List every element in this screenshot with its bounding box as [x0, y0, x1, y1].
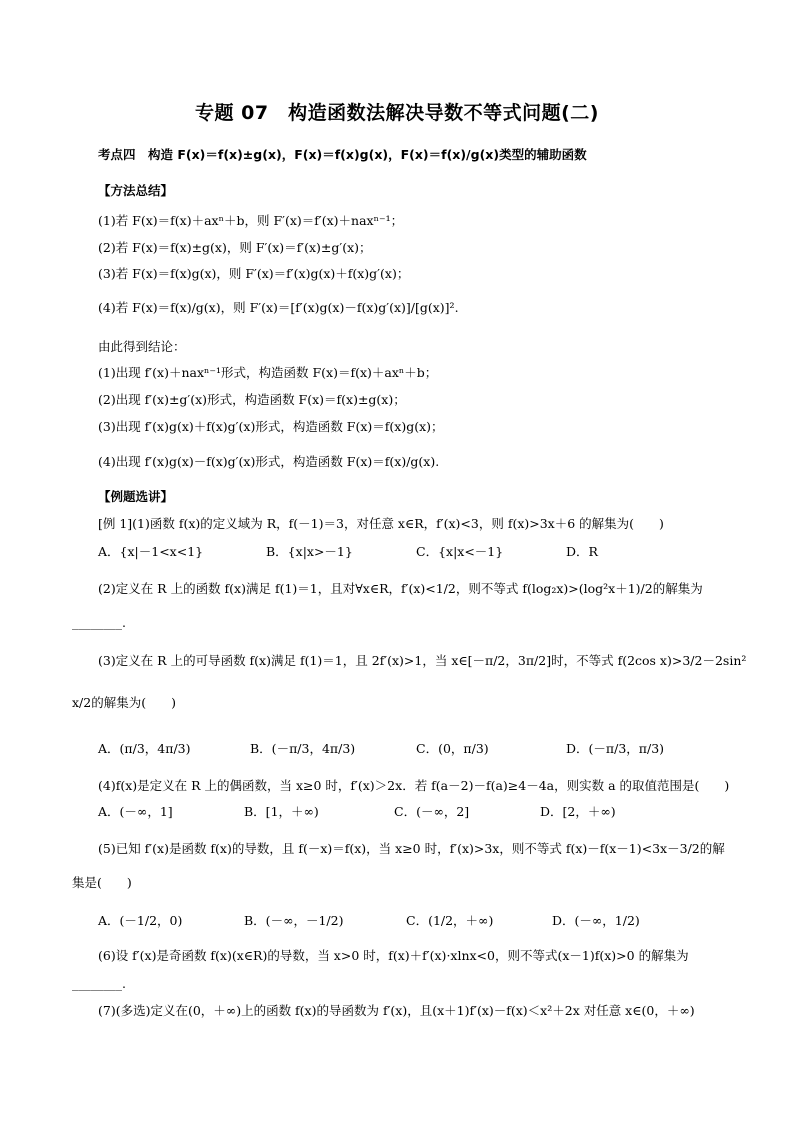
method-line: (2)出现 f′(x)±g′(x)形式，构造函数 F(x)＝f(x)±g(x)；	[98, 392, 406, 407]
option-c: C．(－∞，2]	[394, 804, 470, 819]
method-line: (4)若 F(x)＝f(x)/g(x)，则 F′(x)＝[f′(x)g(x)－f(x)g′(x)]/[g(x)]².	[98, 300, 459, 315]
question-6: (6)设 f′(x)是奇函数 f(x)(x∈R)的导数，当 x>0 时，f(x)＋f′(x)·xlnx<0，则不等式(x－1)f(x)>0 的解集为	[98, 948, 689, 963]
method-line: 由此得到结论：	[98, 339, 186, 354]
option-b: B．{x|x>－1}	[266, 544, 353, 559]
method-line: (1)若 F(x)＝f(x)＋axⁿ＋b，则 F′(x)＝f′(x)＋naxⁿ⁻¹；	[98, 213, 404, 228]
question-2-blank: ________.	[72, 615, 126, 630]
method-line: (4)出现 f′(x)g(x)－f(x)g′(x)形式，构造函数 F(x)＝f(x)/g(x).	[98, 454, 440, 469]
method-line: (2)若 F(x)＝f(x)±g(x)，则 F′(x)＝f′(x)±g′(x)；	[98, 240, 372, 255]
method-line: (3)若 F(x)＝f(x)g(x)，则 F′(x)＝f′(x)g(x)＋f(x)g′(x)；	[98, 266, 410, 281]
question-1: [例 1](1)函数 f(x)的定义域为 R，f(－1)＝3，对任意 x∈R，f′(x)<3，则 f(x)>3x＋6 的解集为( )	[98, 516, 664, 531]
option-c: C．{x|x<－1}	[416, 544, 504, 559]
question-5-cont: 集是( )	[72, 875, 132, 890]
option-b: B．(－π/3，4π/3)	[250, 741, 356, 756]
option-a: A．(－∞，1]	[98, 804, 173, 819]
method-line: (1)出现 f′(x)＋naxⁿ⁻¹形式，构造函数 F(x)＝f(x)＋axⁿ＋b；	[98, 365, 438, 380]
option-d: D．(－∞，1/2)	[552, 913, 640, 928]
option-c: C．(1/2，＋∞)	[406, 913, 494, 928]
method-line: (3)出现 f′(x)g(x)＋f(x)g′(x)形式，构造函数 F(x)＝f(x)g(x)；	[98, 419, 444, 434]
question-6-blank: ________.	[72, 976, 126, 991]
question-7: (7)(多选)定义在(0，＋∞)上的函数 f(x)的导函数为 f′(x)，且(x＋1)f′(x)－f(x)＜x²＋2x 对任意 x∈(0，＋∞)	[98, 1003, 695, 1018]
question-5: (5)已知 f′(x)是函数 f(x)的导数，且 f(－x)＝f(x)，当 x≥0 时，f′(x)>3x，则不等式 f(x)－f(x－1)<3x－3/2的解	[98, 841, 725, 856]
option-a: A．(π/3，4π/3)	[98, 741, 191, 756]
option-d: D．R	[566, 544, 598, 559]
example-heading: 【例题选讲】	[98, 489, 174, 504]
option-b: B．[1，＋∞)	[244, 804, 319, 819]
option-c: C．(0，π/3)	[416, 741, 489, 756]
question-2: (2)定义在 R 上的函数 f(x)满足 f(1)＝1，且对∀x∈R，f′(x)<1/2，则不等式 f(log₂x)>(log²x＋1)/2的解集为	[98, 581, 703, 596]
page-title: 专题 07 构造函数法解决导数不等式问题(二)	[195, 102, 599, 124]
question-3: (3)定义在 R 上的可导函数 f(x)满足 f(1)＝1，且 2f′(x)>1，当 x∈[－π/2，3π/2]时，不等式 f(2cos x)>3/2－2sin²	[98, 653, 747, 668]
option-b: B．(－∞，－1/2)	[244, 913, 344, 928]
method-heading: 【方法总结】	[98, 183, 174, 198]
option-d: D．[2，＋∞)	[540, 804, 616, 819]
option-d: D．(－π/3，π/3)	[566, 741, 665, 756]
question-3-cont: x/2的解集为( )	[72, 695, 176, 710]
kaodian-heading: 考点四 构造 F(x)＝f(x)±g(x)，F(x)＝f(x)g(x)，F(x)＝f(x)/g(x)类型的辅助函数	[98, 147, 587, 162]
option-a: A．{x|－1<x<1}	[98, 544, 204, 559]
option-a: A．(－1/2，0)	[98, 913, 183, 928]
question-4: (4)f(x)是定义在 R 上的偶函数，当 x≥0 时，f′(x)＞2x．若 f(a－2)－f(a)≥4－4a，则实数 a 的取值范围是( )	[98, 778, 730, 793]
